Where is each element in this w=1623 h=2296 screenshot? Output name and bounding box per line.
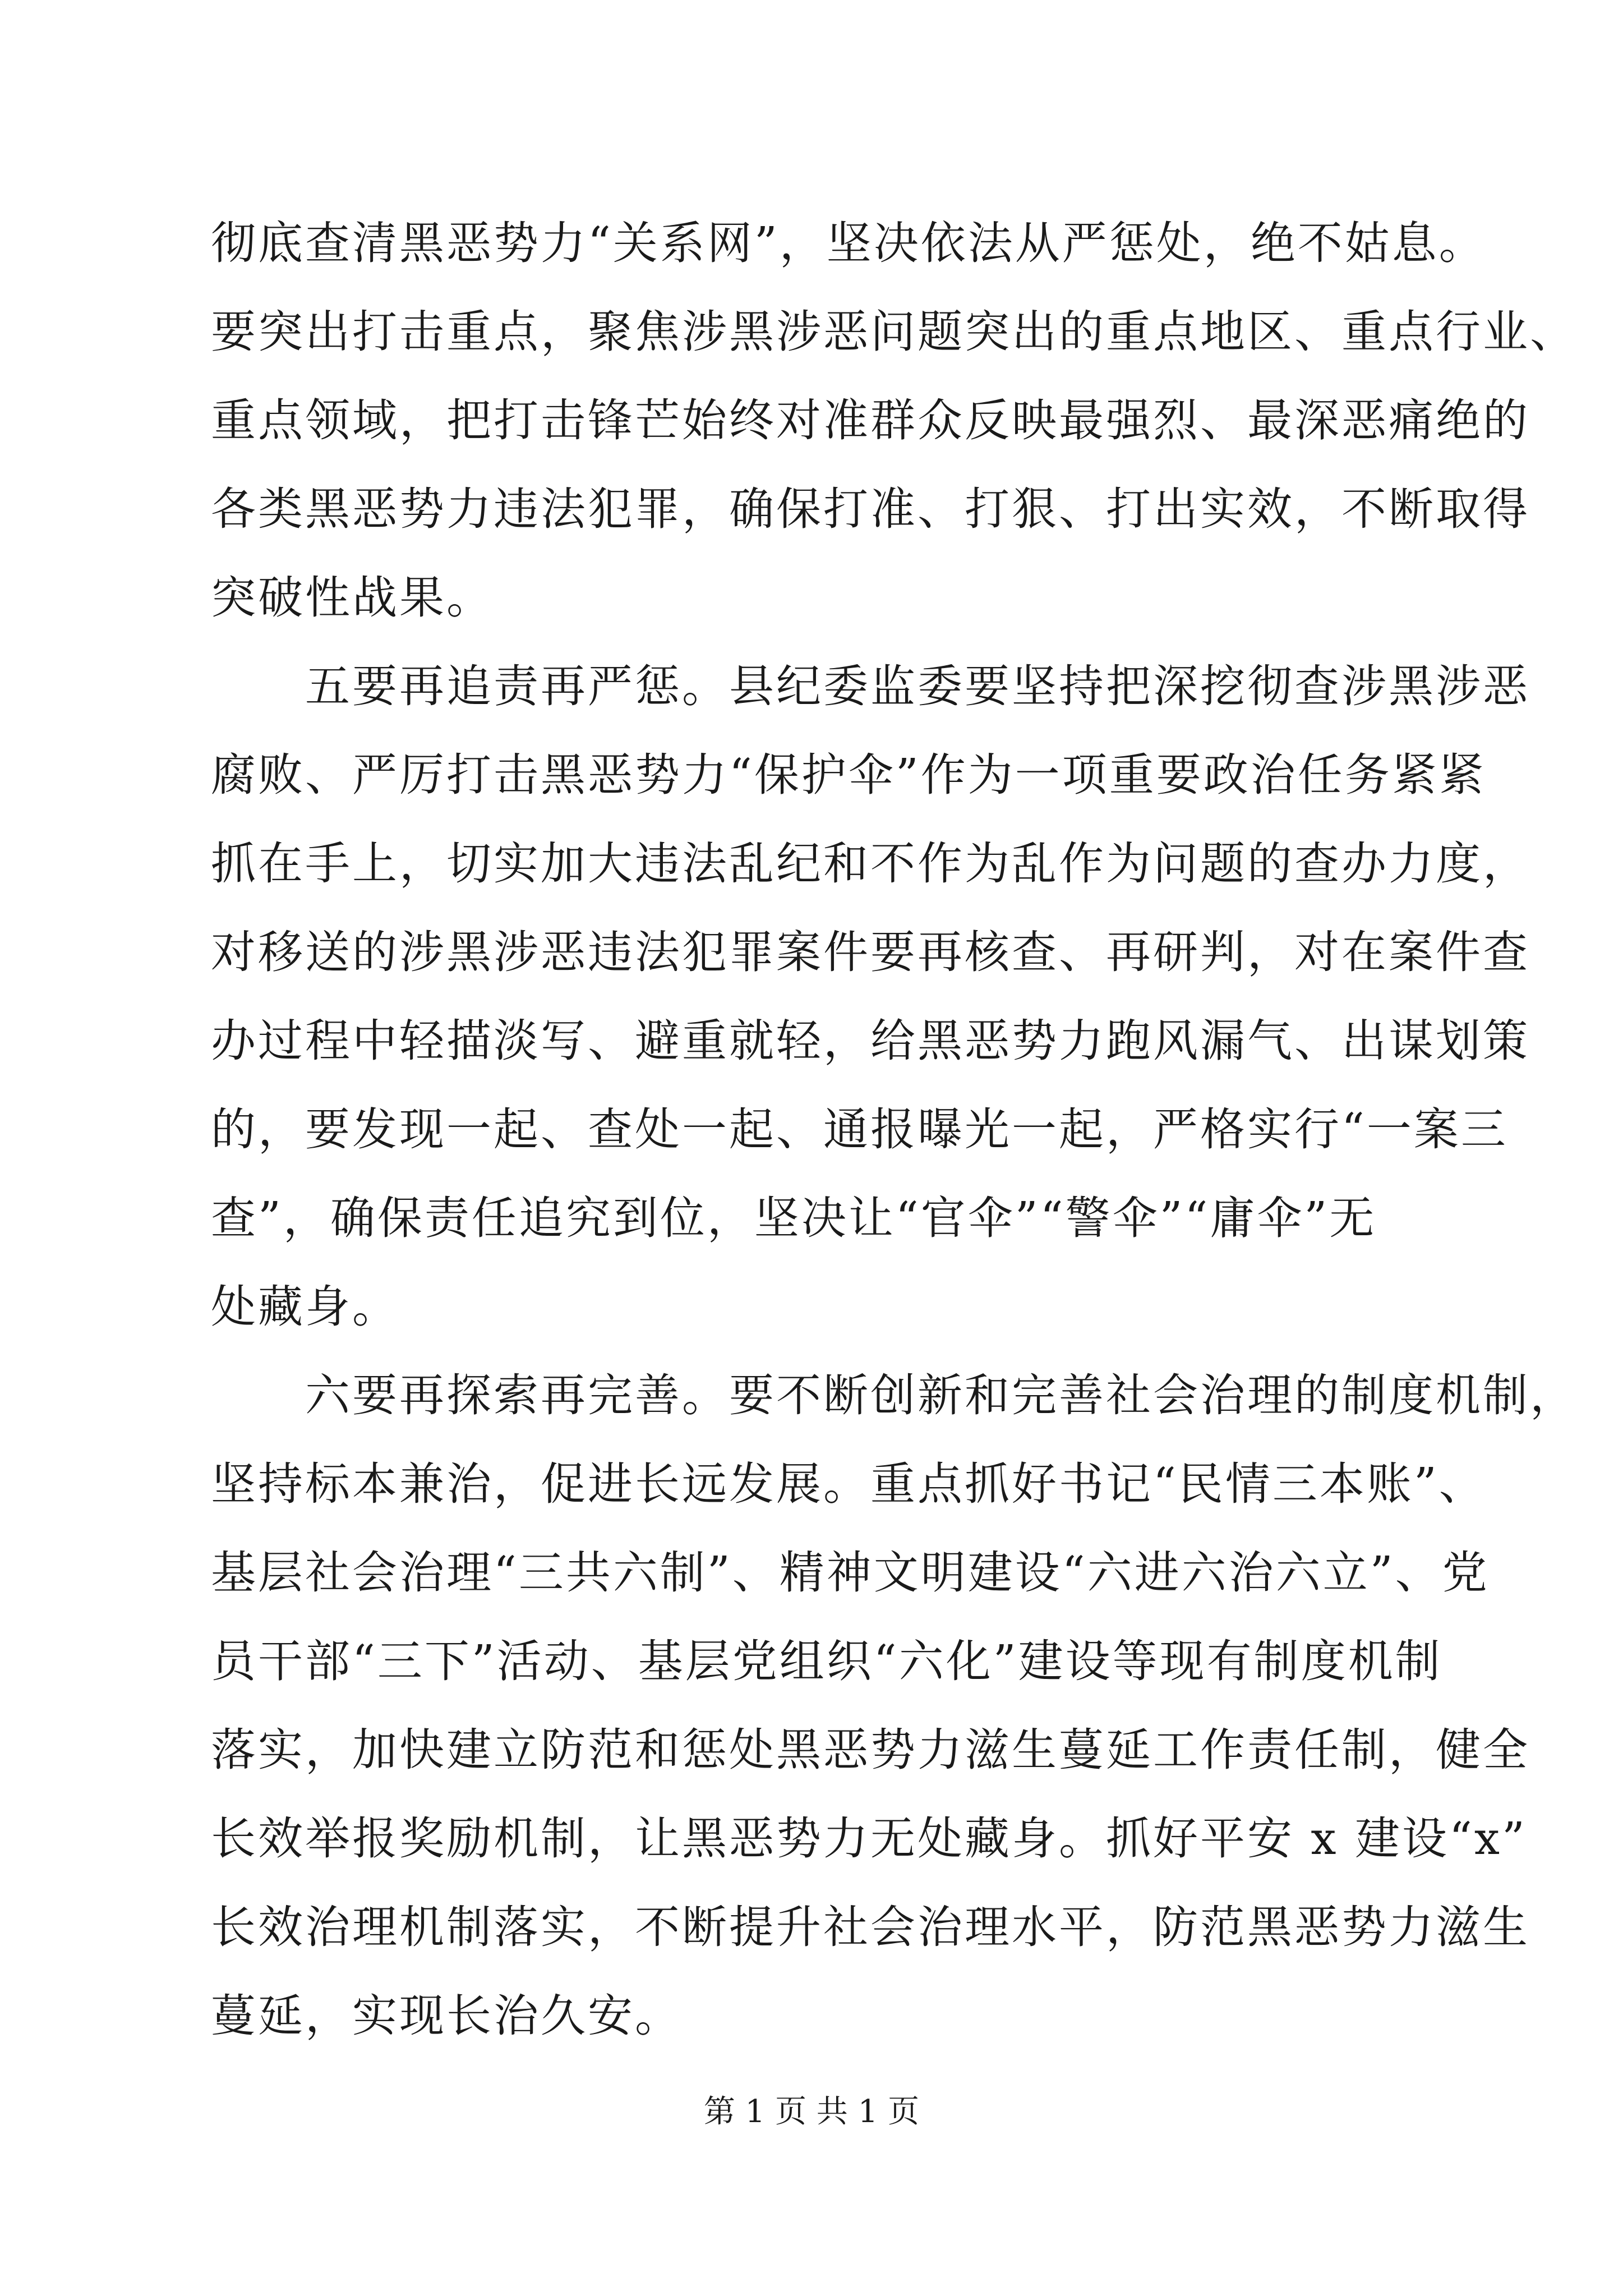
text-line: 蔓延，实现长治久安。	[211, 1990, 682, 2042]
text-line: 抓在手上，切实加大违法乱纪和不作为乱作为问题的查办力度，	[211, 838, 1530, 890]
text-line: 腐败、严厉打击黑恶势力“保护伞”作为一项重要政治任务紧紧	[211, 749, 1486, 801]
text-line: 查”，确保责任追究到位，坚决让“官伞”“警伞”“庸伞”无	[211, 1192, 1377, 1244]
text-line: 基层社会治理“三共六制”、精神文明建设“六进六治六立”、党	[211, 1547, 1490, 1599]
text-line: 重点领域，把打击锋芒始终对准群众反映最强烈、最深恶痛绝的	[211, 394, 1530, 447]
text-line: 办过程中轻描淡写、避重就轻，给黑恶势力跑风漏气、出谋划策	[211, 1015, 1530, 1067]
text-line: 落实，加快建立防范和惩处黑恶势力滋生蔓延工作责任制，健全	[211, 1724, 1530, 1776]
text-line: 彻底查清黑恶势力“关系网”，坚决依法从严惩处，绝不姑息。	[211, 217, 1486, 269]
paragraph-start-line: 五要再追责再严惩。县纪委监委要坚持把深挖彻查涉黑涉恶	[211, 660, 1530, 712]
paragraph-start-line: 六要再探索再完善。要不断创新和完善社会治理的制度机制，	[211, 1369, 1577, 1421]
page-number-footer: 第 1 页 共 1 页	[703, 2093, 920, 2130]
text-line: 员干部“三下”活动、基层党组织“六化”建设等现有制度机制	[211, 1635, 1442, 1687]
text-line: 要突出打击重点，聚焦涉黑涉恶问题突出的重点地区、重点行业、	[211, 306, 1577, 358]
text-line: 突破性战果。	[211, 572, 494, 624]
document-body	[211, 199, 1577, 2060]
text-line: 处藏身。	[211, 1281, 399, 1333]
text-line: 坚持标本兼治，促进长远发展。重点抓好书记“民情三本账”、	[211, 1458, 1486, 1510]
text-line: 的，要发现一起、查处一起、通报曝光一起，严格实行“一案三	[211, 1103, 1508, 1156]
text-line: 对移送的涉黑涉恶违法犯罪案件要再核查、再研判，对在案件查	[211, 926, 1530, 978]
text-line: 长效治理机制落实，不断提升社会治理水平，防范黑恶势力滋生	[211, 1901, 1530, 1953]
text-line: 长效举报奖励机制，让黑恶势力无处藏身。抓好平安 x 建设“x”	[211, 1812, 1527, 1865]
text-line: 各类黑恶势力违法犯罪，确保打准、打狠、打出实效，不断取得	[211, 483, 1530, 535]
